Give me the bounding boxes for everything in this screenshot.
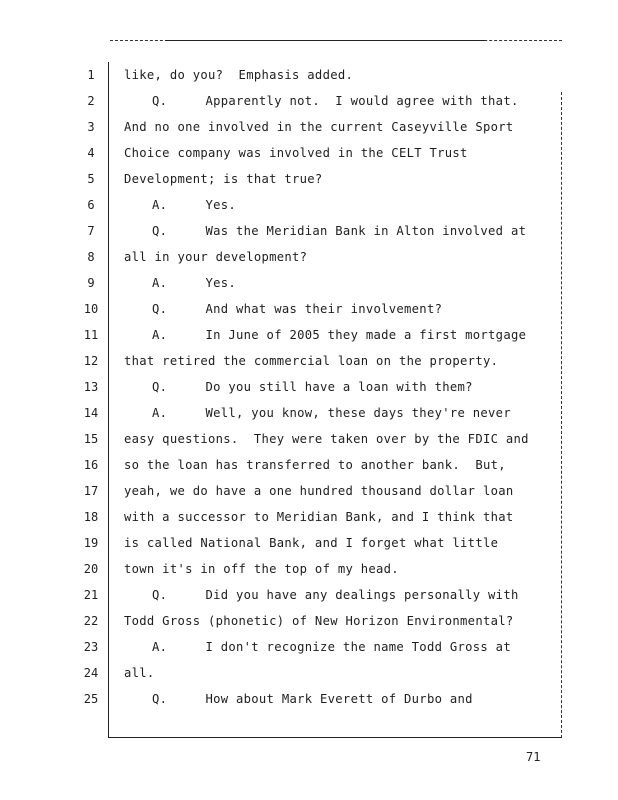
transcript-line: [0, 218, 618, 244]
line-number: 19: [83, 536, 99, 550]
line-number: 21: [83, 588, 99, 602]
line-text: all in your development?: [124, 250, 308, 264]
line-number: 4: [87, 146, 95, 160]
transcript-line: [0, 504, 618, 530]
line-text: so the loan has transferred to another bank. But,: [124, 458, 506, 472]
line-number: 16: [83, 458, 99, 472]
line-text: Choice company was involved in the CELT Trust: [124, 146, 468, 160]
line-text: Q. And what was their involvement?: [152, 302, 443, 316]
transcript-line: [0, 452, 618, 478]
line-text: Todd Gross (phonetic) of New Horizon Environmental?: [124, 614, 514, 628]
line-number: 8: [87, 250, 95, 264]
transcript-line: [0, 322, 618, 348]
transcript-line: [0, 582, 618, 608]
transcript-line: [0, 296, 618, 322]
line-number: 9: [87, 276, 95, 290]
line-text: yeah, we do have a one hundred thousand dollar loan: [124, 484, 514, 498]
transcript-line: [0, 166, 618, 192]
line-number: 1: [87, 68, 95, 82]
transcript-line: [0, 270, 618, 296]
line-text: easy questions. They were taken over by the FDIC and: [124, 432, 529, 446]
line-number: 18: [83, 510, 99, 524]
page-border-bottom: [108, 737, 562, 738]
line-number: 22: [83, 614, 99, 628]
line-number: 7: [87, 224, 95, 238]
transcript-line: [0, 374, 618, 400]
transcript-line: [0, 608, 618, 634]
line-number: 15: [83, 432, 99, 446]
line-text: like, do you? Emphasis added.: [124, 68, 354, 82]
line-number: 11: [83, 328, 99, 342]
line-text: A. Yes.: [152, 276, 237, 290]
line-text: A. In June of 2005 they made a first mortgage: [152, 328, 527, 342]
line-number: 5: [87, 172, 95, 186]
transcript-line: [0, 478, 618, 504]
transcript-line: [0, 400, 618, 426]
line-text: town it's in off the top of my head.: [124, 562, 399, 576]
line-number: 23: [83, 640, 99, 654]
transcript-line: [0, 140, 618, 166]
line-number: 10: [83, 302, 99, 316]
page-border-top-segment: [165, 40, 485, 41]
transcript-line: [0, 556, 618, 582]
line-number: 17: [83, 484, 99, 498]
transcript-line: [0, 660, 618, 686]
line-text: Q. Was the Meridian Bank in Alton involved at: [152, 224, 527, 238]
line-text: Q. Apparently not. I would agree with that.: [152, 94, 519, 108]
line-text: A. Yes.: [152, 198, 237, 212]
line-text: with a successor to Meridian Bank, and I think that: [124, 510, 514, 524]
line-text: Q. How about Mark Everett of Durbo and: [152, 692, 473, 706]
line-number: 3: [87, 120, 95, 134]
transcript-line: [0, 634, 618, 660]
line-text: that retired the commercial loan on the property.: [124, 354, 499, 368]
page-number: 71: [526, 750, 541, 764]
line-number: 12: [83, 354, 99, 368]
line-text: Q. Do you still have a loan with them?: [152, 380, 473, 394]
line-number: 20: [83, 562, 99, 576]
line-number: 25: [83, 692, 99, 706]
line-text: Q. Did you have any dealings personally with: [152, 588, 519, 602]
transcript-line: [0, 686, 618, 712]
line-text: A. Well, you know, these days they're never: [152, 406, 511, 420]
line-text: And no one involved in the current Caseyville Sport: [124, 120, 514, 134]
line-text: all.: [124, 666, 155, 680]
transcript-line: [0, 192, 618, 218]
transcript-line: [0, 244, 618, 270]
line-number: 2: [87, 94, 95, 108]
transcript-line: [0, 62, 618, 88]
line-number: 13: [83, 380, 99, 394]
line-number: 14: [83, 406, 99, 420]
line-number: 24: [83, 666, 99, 680]
transcript-line: [0, 88, 618, 114]
transcript-line: [0, 426, 618, 452]
line-text: is called National Bank, and I forget what little: [124, 536, 499, 550]
transcript-line: [0, 348, 618, 374]
line-text: Development; is that true?: [124, 172, 323, 186]
transcript-line: [0, 114, 618, 140]
line-number: 6: [87, 198, 95, 212]
line-text: A. I don't recognize the name Todd Gross at: [152, 640, 511, 654]
transcript-line: [0, 530, 618, 556]
